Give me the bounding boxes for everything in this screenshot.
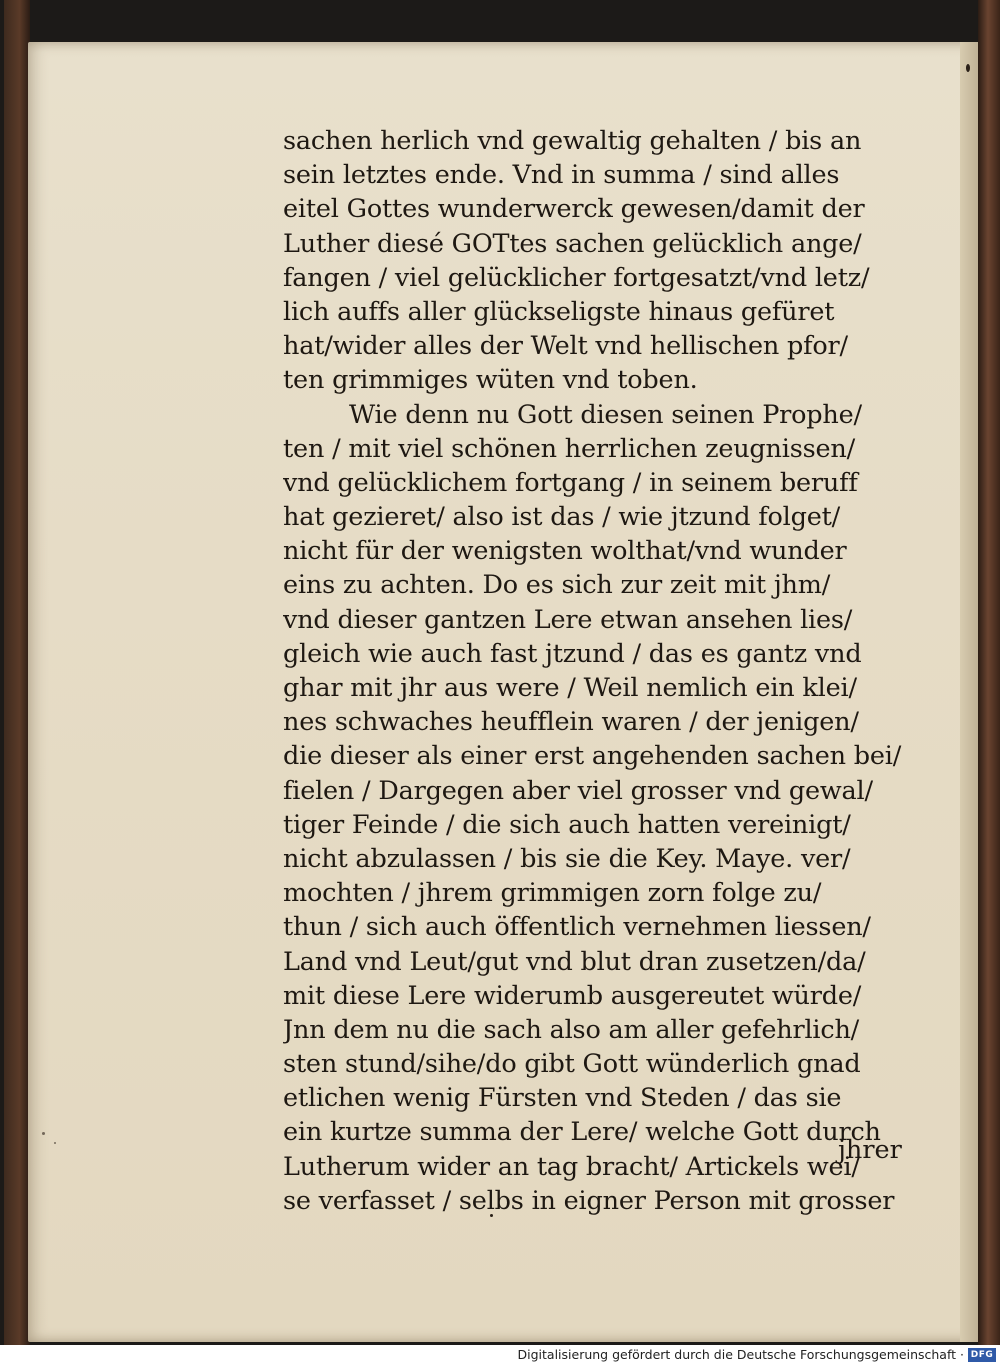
text-line: mit diese Lere widerumb ausgereutet würde/ [283, 980, 862, 1011]
text-line: Luther diesé GOTtes sachen gelücklich ange/ [283, 228, 862, 259]
text-line: sachen herlich vnd gewaltig gehalten / bis an [283, 126, 862, 156]
ink-speck [966, 64, 970, 72]
text-line: sten stund/sihe/do gibt Gott wünderlich gnad [283, 1049, 861, 1080]
text-line: Lutherum wider an tag bracht/ Artickels wei/ [283, 1151, 860, 1182]
text-line: fangen / viel gelücklicher fortgesatzt/vnd letz/ [283, 262, 870, 293]
text-line: ten / mit viel schönen herrlichen zeugnissen/ [283, 433, 856, 464]
dfg-logo: DFG [968, 1348, 996, 1362]
text-line: nicht abzulassen / bis sie die Key. Maye. ver/ [283, 843, 851, 874]
text-line: ein kurtze summa der Lere/ welche Gott durch [283, 1117, 881, 1148]
text-line: thun / sich auch öffentlich vernehmen liessen/ [283, 912, 871, 943]
text-line: Jnn dem nu die sach also am aller gefehrlich/ [283, 1014, 860, 1045]
text-line: tiger Feinde / die sich auch hatten vereinigt/ [283, 809, 851, 840]
text-line: nicht für der wenigsten wolthat/vnd wunder [283, 536, 847, 567]
ink-speck [42, 1132, 45, 1135]
text-line: eitel Gottes wunderwerck gewesen/damit der [283, 194, 865, 225]
text-line: vnd dieser gantzen Lere etwan ansehen lies/ [283, 604, 853, 635]
text-line: Land vnd Leut/gut vnd blut dran zusetzen/da/ [283, 946, 866, 977]
catchword: jhrer [838, 1135, 902, 1165]
funding-notice: Digitalisierung gefördert durch die Deutsche Forschungsgemeinschaft · [517, 1347, 964, 1362]
text-line: lich auffs aller glückseligste hinaus gefüret [283, 296, 835, 327]
page-text-block [283, 124, 923, 1218]
binding-board-left [4, 0, 30, 1345]
text-line: sein letztes ende. Vnd in summa / sind alles [283, 160, 840, 191]
text-line: se verfasset / selbs in eigner Person mit grosser [283, 1185, 895, 1216]
text-line: vnd gelücklichem fortgang / in seinem beruff [283, 467, 858, 498]
text-line: hat/wider alles der Welt vnd hellischen pfor/ [283, 331, 848, 362]
ink-speck [54, 1142, 56, 1144]
text-line: mochten / jhrem grimmigen zorn folge zu/ [283, 878, 822, 909]
footer-bar [0, 1345, 1000, 1365]
text-line: fielen / Dargegen aber viel grosser vnd gewal/ [283, 775, 873, 806]
text-line: etlichen wenig Fürsten vnd Steden / das sie [283, 1083, 842, 1114]
text-line: gleich wie auch fast jtzund / das es gantz vnd [283, 638, 862, 669]
text-line: ten grimmiges wüten vnd toben. [283, 365, 698, 396]
text-line: ghar mit jhr aus were / Weil nemlich ein klei/ [283, 673, 857, 703]
binding-board-right [978, 0, 1000, 1345]
page-edge-shadow [960, 42, 978, 1342]
text-line: hat gezieret/ also ist das / wie jtzund folget/ [283, 502, 841, 533]
text-line: nes schwaches heufflein waren / der jenigen/ [283, 707, 859, 738]
text-line: die dieser als einer erst angehenden sachen bei/ [283, 741, 902, 772]
text-line-paragraph-start: Wie denn nu Gott diesen seinen Prophe/ [349, 399, 862, 430]
text-line: eins zu achten. Do es sich zur zeit mit jhm/ [283, 570, 831, 601]
